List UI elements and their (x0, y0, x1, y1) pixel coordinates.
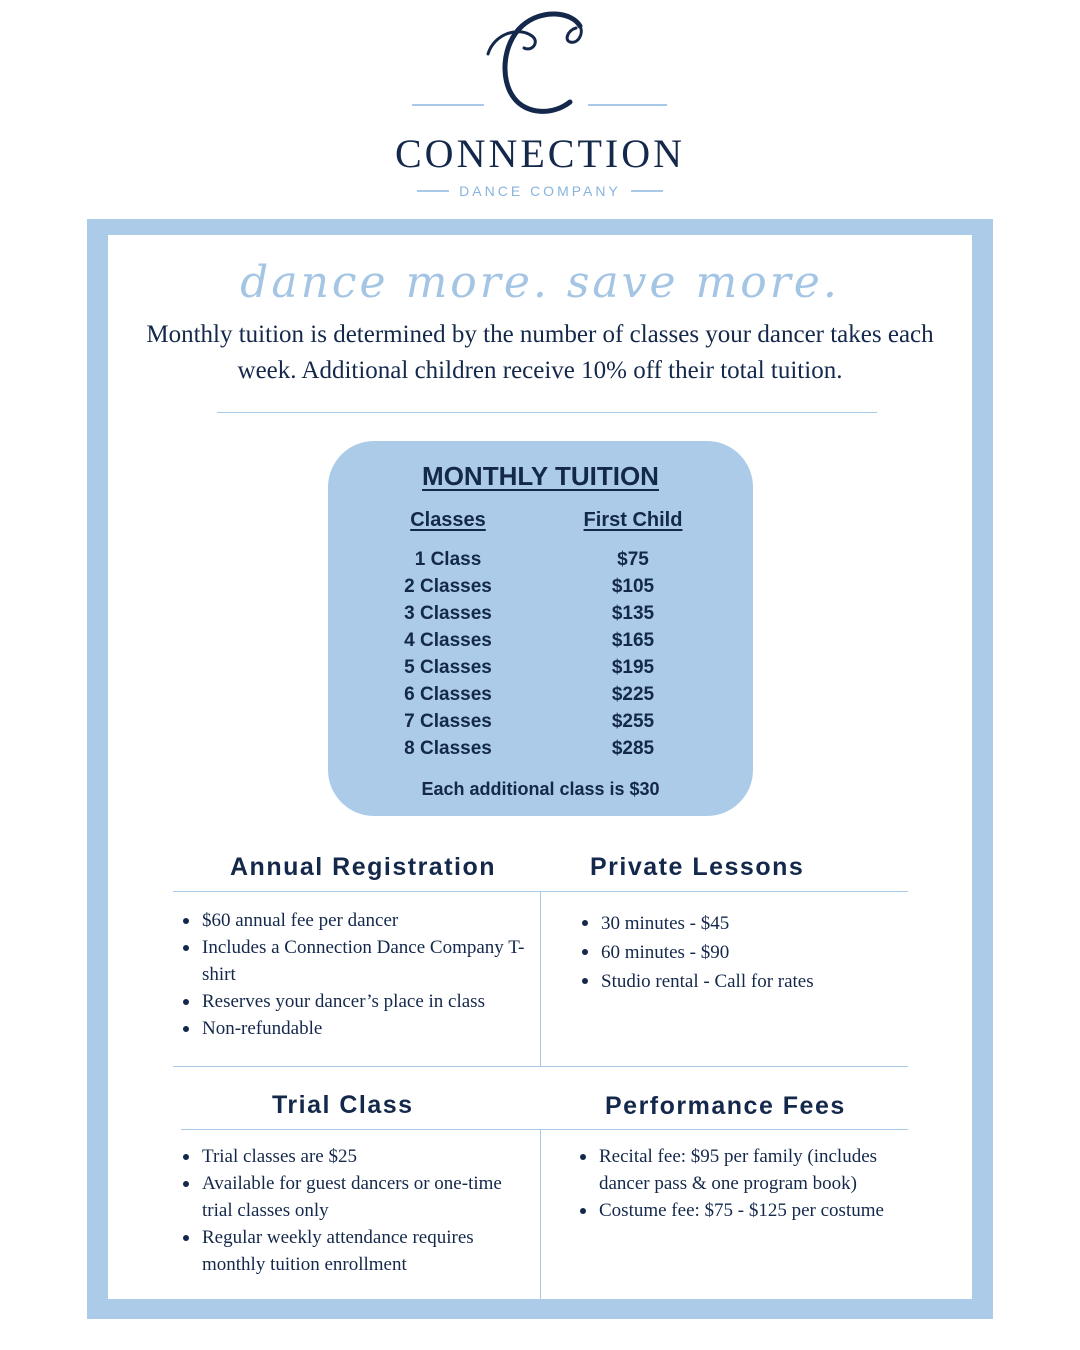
tuition-row (328, 711, 753, 738)
tuition-title: MONTHLY TUITION (422, 461, 659, 491)
tuition-rows (328, 549, 753, 765)
column-divider-bottom (540, 1130, 541, 1299)
tuition-row (328, 684, 753, 711)
list-item: Trial classes are $25 (181, 1143, 536, 1170)
tuition-col-price: First Child (583, 509, 683, 531)
trial-class-list (181, 1143, 536, 1278)
annual-registration-list (181, 907, 531, 1042)
tuition-row (328, 576, 753, 603)
subtitle-dash-right (631, 190, 663, 192)
tuition-row (328, 738, 753, 765)
tuition-row (328, 549, 753, 576)
annual-registration-title: Annual Registration (230, 853, 497, 881)
page-frame (87, 219, 993, 1319)
section-divider-middle (173, 1066, 908, 1067)
list-item: Reserves your dancer’s place in class (181, 988, 531, 1015)
trial-class-title: Trial Class (272, 1091, 414, 1119)
monogram-c-icon (480, 4, 600, 124)
content-panel (108, 235, 972, 1299)
tuition-classes: 2 Classes (404, 576, 492, 597)
performance-fees-list (578, 1143, 923, 1224)
tuition-row (328, 603, 753, 630)
tuition-price: $165 (611, 630, 655, 651)
brand-subtitle: DANCE COMPANY (459, 183, 621, 199)
private-lessons-title: Private Lessons (590, 853, 805, 881)
brand-subtitle-row (0, 180, 1080, 202)
tuition-classes: 4 Classes (404, 630, 492, 651)
list-item: Recital fee: $95 per family (includes dancer pass & one program book) (578, 1143, 923, 1197)
list-item: 30 minutes - $45 (580, 909, 930, 938)
performance-fees-title: Performance Fees (605, 1092, 846, 1120)
private-lessons-list (580, 909, 930, 996)
tuition-col-classes: Classes (410, 509, 486, 531)
tuition-classes: 5 Classes (404, 657, 492, 678)
tuition-price: $225 (611, 684, 655, 705)
tuition-footnote: Each additional class is $30 (421, 779, 660, 799)
brand-name: CONNECTION (395, 131, 685, 176)
column-divider-top (540, 892, 541, 1066)
intro-text: Monthly tuition is determined by the number of classes your dancer takes each week. Additional children receive 10% off their total tuition. (146, 321, 934, 384)
list-item: Available for guest dancers or one-time trial classes only (181, 1170, 536, 1224)
brand-logo (0, 0, 1080, 215)
list-item: 60 minutes - $90 (580, 938, 930, 967)
tuition-price: $285 (611, 738, 655, 759)
tuition-row (328, 657, 753, 684)
tuition-classes: 6 Classes (404, 684, 492, 705)
tuition-classes: 3 Classes (404, 603, 492, 624)
tuition-price: $255 (611, 711, 655, 732)
tuition-price: $75 (617, 549, 649, 570)
tuition-classes: 1 Class (414, 549, 482, 570)
list-item: Studio rental - Call for rates (580, 967, 930, 996)
list-item: $60 annual fee per dancer (181, 907, 531, 934)
list-item: Non-refundable (181, 1015, 531, 1042)
section-divider-bottom (181, 1129, 908, 1130)
tuition-classes: 8 Classes (404, 738, 492, 759)
tuition-price: $105 (611, 576, 655, 597)
tuition-row (328, 630, 753, 657)
subtitle-dash-left (417, 190, 449, 192)
tagline: dance more. save more. (240, 257, 840, 308)
monthly-tuition-card (328, 441, 753, 816)
list-item: Includes a Connection Dance Company T-shirt (181, 934, 531, 988)
logo-divider-right (588, 104, 667, 106)
tuition-price: $195 (611, 657, 655, 678)
intro-divider (217, 412, 877, 413)
list-item: Costume fee: $75 - $125 per costume (578, 1197, 923, 1224)
tuition-classes: 7 Classes (404, 711, 492, 732)
tuition-price: $135 (611, 603, 655, 624)
list-item: Regular weekly attendance requires monthly tuition enrollment (181, 1224, 536, 1278)
logo-divider-left (412, 104, 484, 106)
